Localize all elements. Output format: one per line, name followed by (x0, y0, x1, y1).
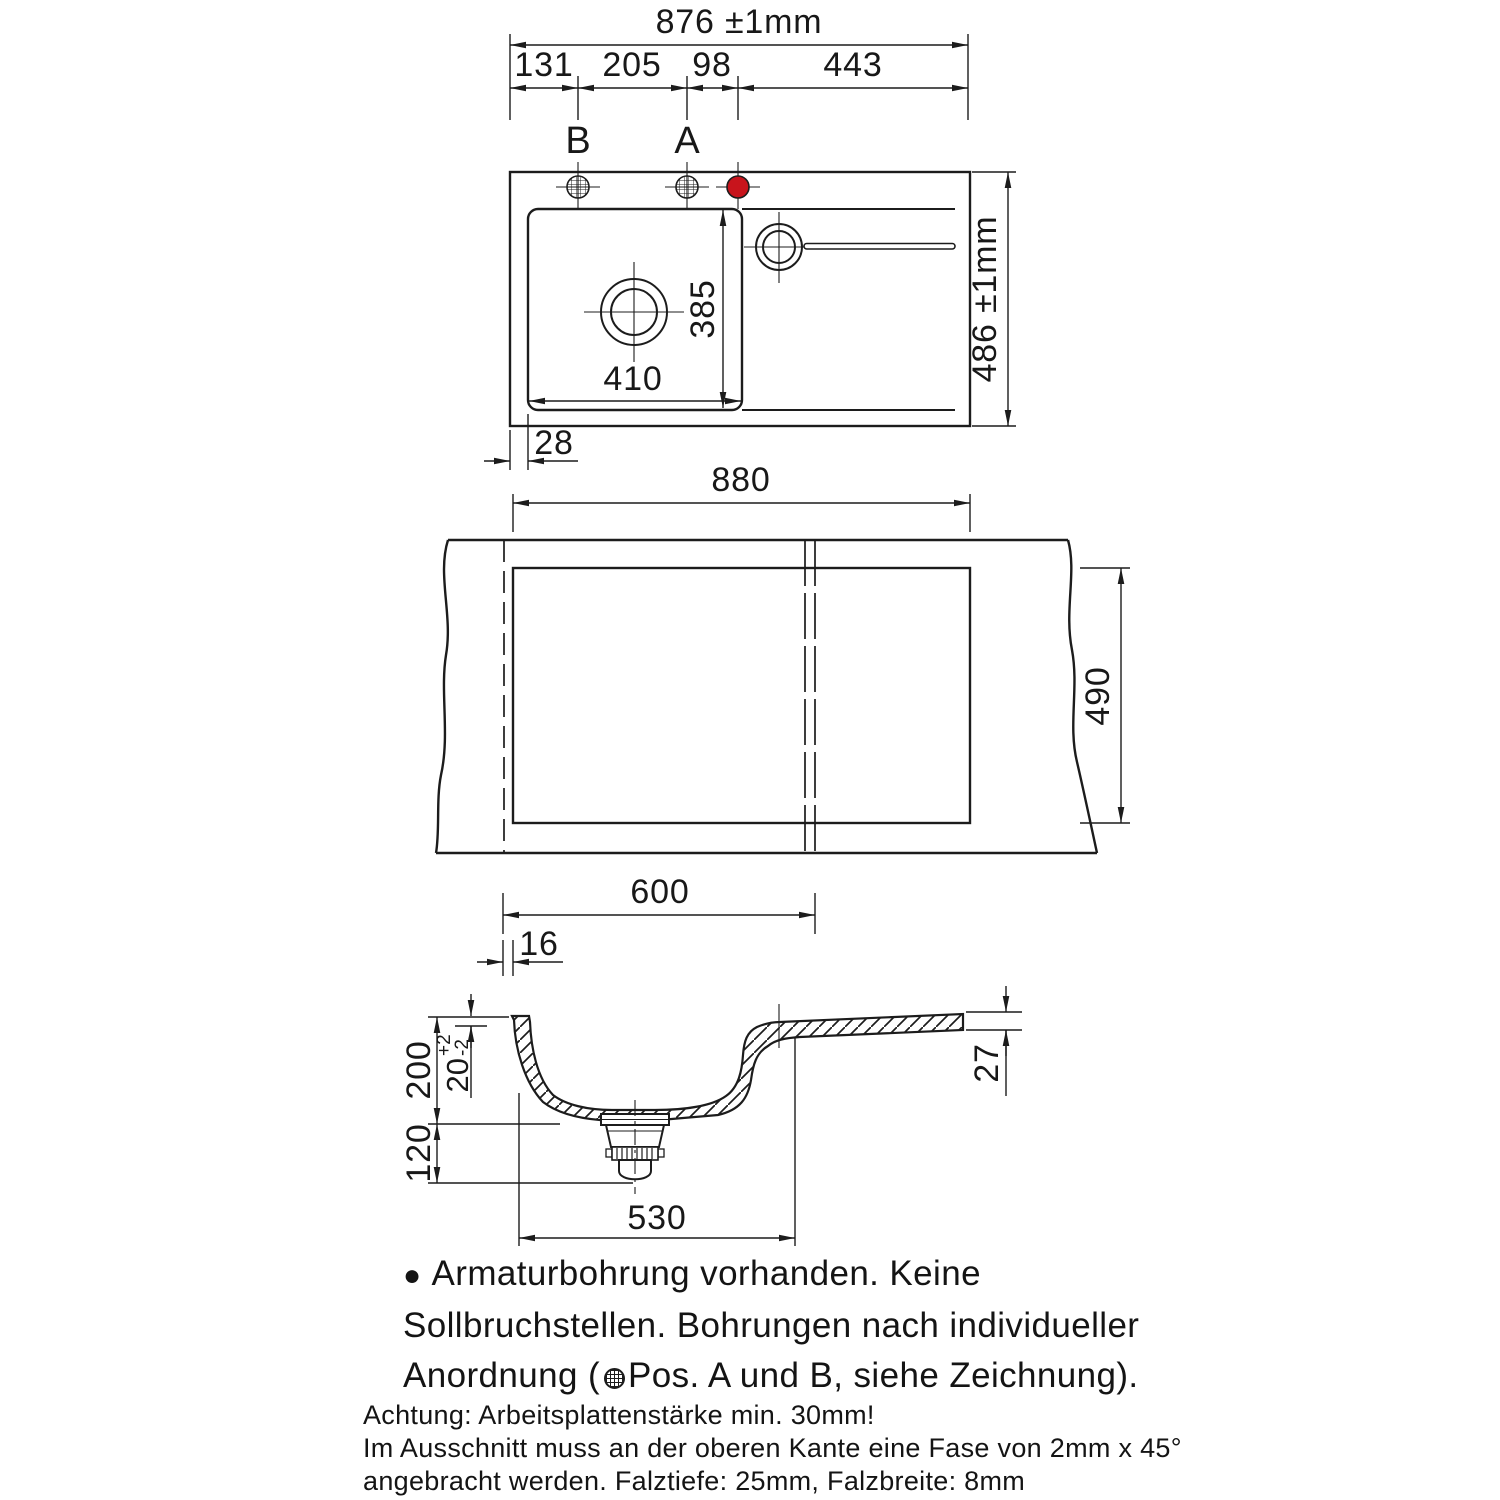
drain-groove (804, 244, 955, 250)
dim-seg4: 443 (823, 46, 883, 84)
note-text-1: Armaturbohrung vorhanden. Keine (431, 1254, 981, 1293)
worktop-break-line-left (436, 540, 448, 853)
dim-rim-group (434, 1034, 475, 1092)
note-line-2 (403, 1301, 1203, 1351)
hole-label-a: A (674, 120, 700, 162)
note-block (403, 1249, 1203, 1401)
warning-block (363, 1399, 1183, 1498)
dim-offset: 28 (534, 424, 574, 462)
note-text-3-post: Pos. A und B, siehe Zeichnung). (628, 1356, 1139, 1395)
dim-cutout-width: 880 (711, 461, 771, 499)
dim-seg1: 131 (514, 46, 574, 84)
dim-board-thickness: 27 (968, 1043, 1006, 1083)
dim-bowl-width: 410 (603, 360, 663, 398)
top-view (484, 3, 1016, 470)
dim-height: 486 ±1mm (966, 215, 1004, 383)
note-text-2: Sollbruchstellen. Bohrungen nach individueller (403, 1306, 1140, 1345)
dim-seg3: 98 (692, 46, 732, 84)
dim-rim: 20 (440, 1058, 475, 1093)
warning-line-3: angebracht werden. Falztiefe: 25mm, Falzbreite: 8mm (363, 1466, 1026, 1496)
dim-total-depth: 200 (400, 1040, 438, 1100)
warning-line-1: Achtung: Arbeitsplattenstärke min. 30mm! (363, 1400, 875, 1430)
hole-label-b: B (565, 120, 591, 162)
dim-rim-tol-plus: +2 (434, 1034, 455, 1056)
warning-line-2: Im Ausschnitt muss an der oberen Kante eine Fase von 2mm x 45° (363, 1433, 1182, 1463)
cutout-rect (513, 568, 970, 823)
tap-hole-b-icon (567, 176, 589, 198)
bullet-icon: ● (403, 1259, 422, 1292)
dim-bowl-depth: 385 (684, 279, 722, 339)
hole-position-icon (604, 1368, 625, 1389)
section-body (512, 1014, 963, 1120)
dim-cutout-depth: 490 (1079, 666, 1117, 726)
note-text-3-pre: Anordnung ( (403, 1356, 601, 1395)
section-view (400, 986, 1022, 1246)
tap-hole-drilled-icon (727, 176, 749, 198)
dim-under-depth: 120 (400, 1123, 438, 1183)
dim-bowl-outer: 530 (627, 1199, 687, 1237)
dim-reveal: 16 (519, 925, 559, 963)
dim-rim-tol-minus: -2 (452, 1039, 473, 1056)
drain-nut-right (658, 1149, 664, 1157)
dim-overall-width: 876 ±1mm (655, 3, 823, 41)
note-line-3 (403, 1351, 1203, 1401)
cutout-view (436, 461, 1130, 976)
dim-seg2: 205 (602, 46, 662, 84)
tap-hole-a-icon (676, 176, 698, 198)
note-line-1 (403, 1249, 1203, 1301)
dim-cabinet: 600 (630, 873, 690, 911)
drain-nut-left (606, 1149, 612, 1157)
